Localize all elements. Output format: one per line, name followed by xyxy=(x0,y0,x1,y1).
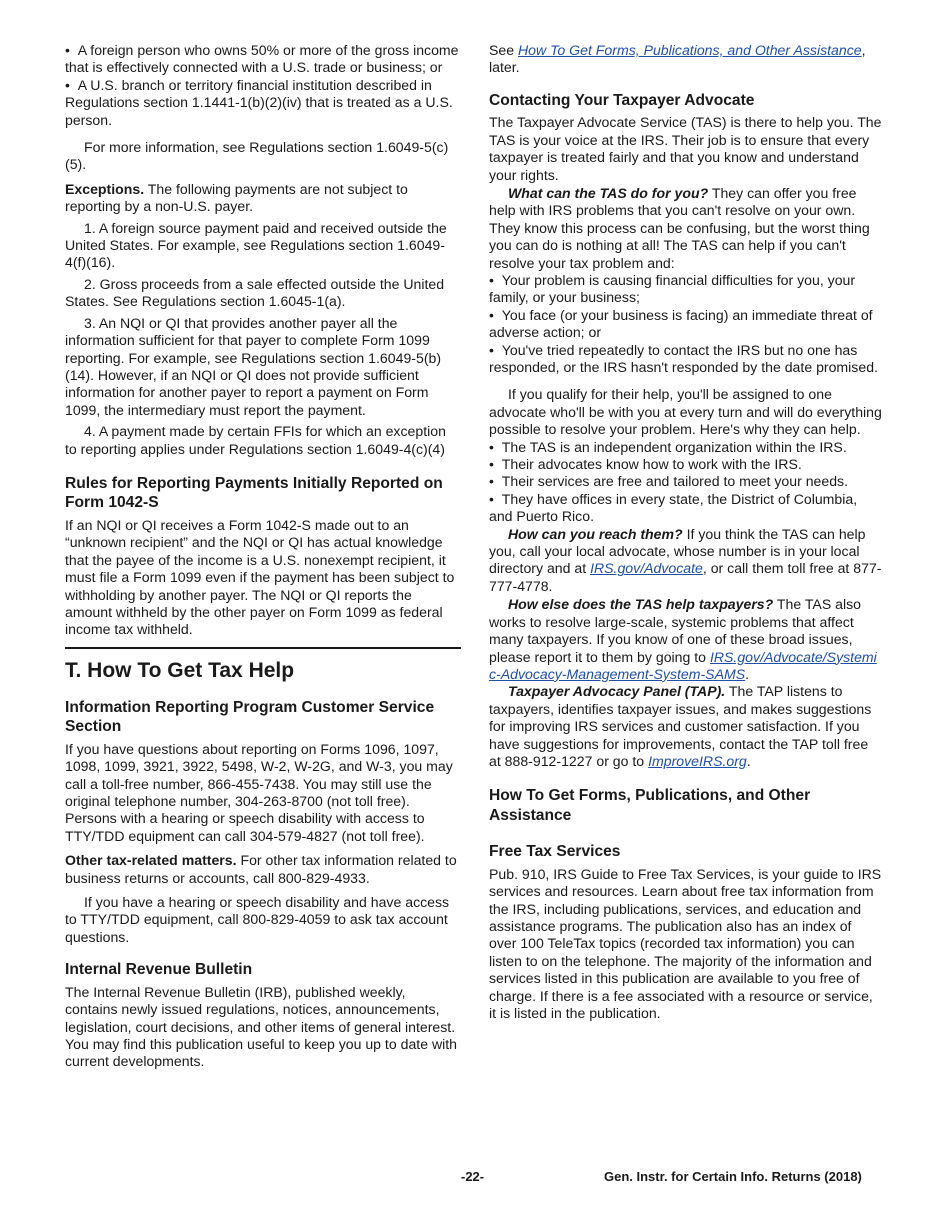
what-bullet-1: • Your problem is causing financial difficulties for you, your family, or your business; xyxy=(489,272,882,307)
rules-heading: Rules for Reporting Payments Initially Reported on Form 1042-S xyxy=(65,474,443,512)
bullet-foreign-person: • A foreign person who owns 50% or more of the gross income that is effectively connected with a U.S. trade or business; or xyxy=(65,42,461,77)
reach-text: If you think the TAS can help you, call your local advocate, whose number is in your local directory and at xyxy=(489,525,866,577)
what-can-tas-paragraph xyxy=(489,185,882,272)
free-services-heading: Free Tax Services xyxy=(489,843,621,861)
exception-item-1: 1. A foreign source payment paid and received outside the United States. For example, see Regulations section 1.6049-4(f)(16). xyxy=(65,219,447,271)
sams-link[interactable]: IRS.gov/Advocate/Systemic-Advocacy-Management-System-SAMS xyxy=(489,648,877,682)
qualify-bullet-1: • The TAS is an independent organization within the IRS. xyxy=(489,439,882,456)
forms-heading: How To Get Forms, Publications, and Other Assistance xyxy=(489,787,811,824)
tap-label: Taxpayer Advocacy Panel (TAP). xyxy=(508,683,726,700)
what-can-tas-question: What can the TAS do for you? xyxy=(508,184,709,201)
tap-paragraph xyxy=(489,683,882,770)
tas-heading: Contacting Your Taxpayer Advocate xyxy=(489,91,755,109)
other-matters-text: For other tax information related to business returns or accounts, call 800-829-4933. xyxy=(65,852,457,886)
free-services-paragraph: Pub. 910, IRS Guide to Free Tax Services, is your guide to IRS services and resources. Learn about free tax information from the IRS, including publications, services, and education and assistance programs. The publication also has an index of over 100 TeleTax topics (recorded tax information) you can listen to on the telephone. The majority of the information and services listed in this publication are available to you free of charge. If there is a fee associated with a resource or service, it is listed in the publication. xyxy=(489,865,882,1022)
else-text: The TAS also works to resolve large-scale, systemic problems that affect many taxpayers. If you know of one of these broad issues, please report it to them by going to xyxy=(489,596,861,665)
what-bullet-2: • You face (or your business is facing) an immediate threat of adverse action; or xyxy=(489,307,882,342)
else-suffix: . xyxy=(745,665,750,682)
what-can-tas-text: They can offer you free help with IRS problems that you can't resolve on your own. They know this process can be confusing, but the worst thing you can do is nothing at all! The TAS can help if you can't resolve your tax problem and: xyxy=(489,184,870,271)
rules-paragraph: If an NQI or QI receives a Form 1042-S made out to an “unknown recipient” and the NQI or QI has actual knowledge that the payee of the income is a U.S. nonexempt recipient, it must file a Form 1099 even if the payment has been subject to withholding by another payer. The NQI or QI reports the amount withheld by the other payer on Form 1099 as federal income tax withheld. xyxy=(65,516,455,638)
exceptions-text: The following payments are not subject to reporting by a non-U.S. payer. xyxy=(65,180,408,215)
more-info-paragraph: For more information, see Regulations section 1.6049-5(c)(5). xyxy=(65,139,449,173)
see-prefix: See xyxy=(489,42,518,58)
tty-paragraph: If you have a hearing or speech disability and have access to TTY/TDD equipment, call 800-829-4059 to ask tax account questions. xyxy=(65,894,450,945)
exception-item-2: 2. Gross proceeds from a sale effected outside the United States. See Regulations section 1.6045-1(a). xyxy=(65,275,445,310)
irb-paragraph: The Internal Revenue Bulletin (IRB), published weekly, contains newly issued regulations, notices, announcements, legislation, court decisions, and other items of general interest. You may find this publication useful to keep you up to date with current developments. xyxy=(65,983,458,1070)
right-column xyxy=(489,42,882,1023)
bullet-branch: • A U.S. branch or territory financial institution described in Regulations section 1.1441-1(b)(2)(iv) that is treated as a U.S. person. xyxy=(65,77,461,129)
exceptions-paragraph xyxy=(65,181,461,216)
improveirs-link[interactable]: ImproveIRS.org xyxy=(648,752,747,769)
what-bullet-3: • You've tried repeatedly to contact the IRS but no one has responded, or the IRS hasn't responded by the date promised. xyxy=(489,342,882,377)
see-paragraph xyxy=(489,42,882,77)
reach-suffix: , or call them toll free at 877-777-4778. xyxy=(489,560,882,594)
qualify-bullet-2: • Their advocates know how to work with the IRS. xyxy=(489,456,882,473)
advocate-link[interactable]: IRS.gov/Advocate xyxy=(590,560,703,577)
exception-item-4: 4. A payment made by certain FFIs for which an exception to reporting applies under Regulations section 1.6049-4(c)(4) xyxy=(65,423,446,457)
left-column xyxy=(65,42,461,1071)
qualify-bullet-3: • Their services are free and tailored to meet your needs. xyxy=(489,473,882,490)
document-reference: Gen. Instr. for Certain Info. Returns (2018) xyxy=(604,1169,862,1184)
qualify-bullet-4: • They have offices in every state, the District of Columbia, and Puerto Rico. xyxy=(489,491,882,526)
irp-paragraph: If you have questions about reporting on Forms 1096, 1097, 1098, 1099, 3921, 3922, 5498, W-2, W-2G, and W-3, you may call a toll-free number, 866-455-7438. You may still use the original telephone number, 304-263-8700 (not toll free). Persons with a hearing or speech disability with access to TTY/TDD equipment can call 304-579-4827 (not toll free). xyxy=(65,740,453,844)
qualify-paragraph: If you qualify for their help, you'll be assigned to one advocate who'll be with you at every turn and will do everything possible to resolve your problem. Here's why they can help. xyxy=(489,386,882,438)
tap-suffix: . xyxy=(746,752,751,769)
tas-intro: The Taxpayer Advocate Service (TAS) is there to help you. The TAS is your voice at the IRS. Their job is to ensure that every taxpayer is treated fairly and that you know and understand your rights. xyxy=(489,114,882,183)
irb-heading: Internal Revenue Bulletin xyxy=(65,961,253,979)
other-matters-paragraph xyxy=(65,852,461,887)
page-number: -22- xyxy=(461,1169,485,1184)
forms-assistance-link[interactable]: How To Get Forms, Publications, and Other Assistance xyxy=(518,42,862,58)
exception-item-3: 3. An NQI or QI that provides another payer all the information sufficient for that payer to complete Form 1099 reporting. For example, see Regulations section 1.6049-5(b)(14). However, if an NQI or QI does not provide sufficient information for another payer to report a payment on Form 1099, the intermediary must report the payment. xyxy=(65,314,442,418)
reach-question: How can you reach them? xyxy=(508,525,683,542)
exceptions-label: Exceptions. xyxy=(65,180,145,197)
reach-paragraph xyxy=(489,526,882,596)
other-matters-label: Other tax-related matters. xyxy=(65,852,237,869)
tap-text: The TAP listens to taxpayers, identifies taxpayer issues, and makes suggestions for improving IRS services and customer satisfaction. If you have suggestions for improvements, contact the TAP toll free at 888-912-1227 or go to xyxy=(489,683,872,769)
else-paragraph xyxy=(489,596,882,683)
else-question: How else does the TAS help taxpayers? xyxy=(508,596,774,613)
irp-heading: Information Reporting Program Customer Service Section xyxy=(65,698,435,736)
section-title: T. How To Get Tax Help xyxy=(65,647,461,684)
see-suffix: , later. xyxy=(489,42,866,76)
